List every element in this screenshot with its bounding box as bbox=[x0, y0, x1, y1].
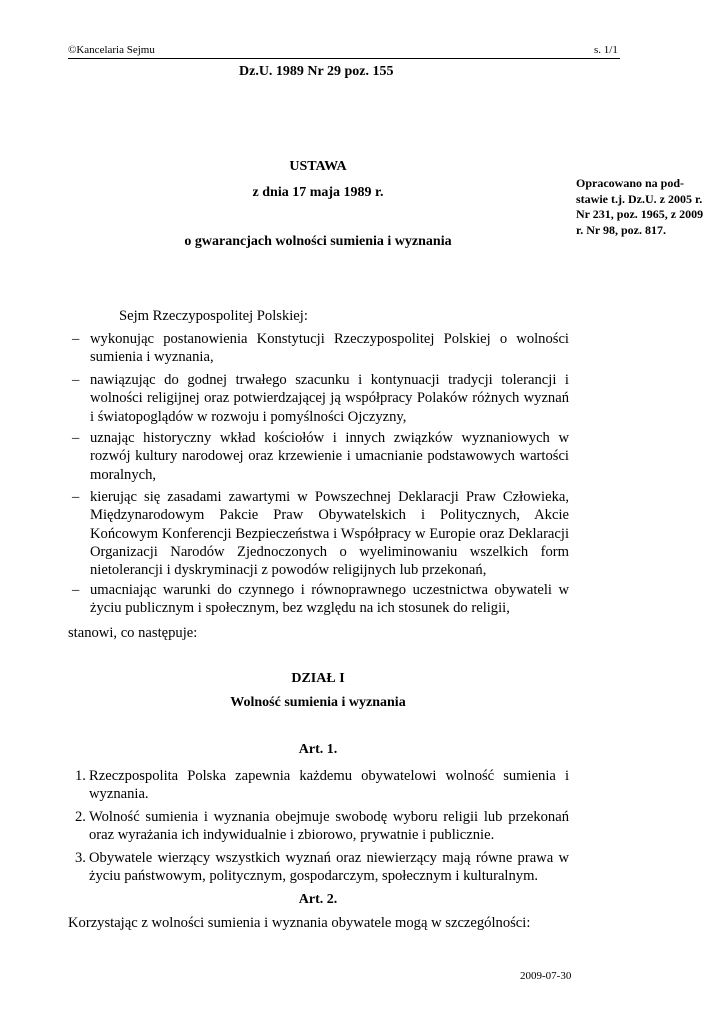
preamble-closing: stanowi, co następuje: bbox=[68, 625, 198, 641]
preamble-item bbox=[72, 581, 569, 618]
section-heading: DZIAŁ I bbox=[291, 671, 345, 686]
dash-marker: – bbox=[72, 372, 80, 388]
dash-marker: – bbox=[72, 331, 80, 347]
article-1-heading: Art. 1. bbox=[298, 742, 338, 757]
paragraph-text: Obywatele wierzący wszystkich wyznań oraz niewierzący mają równe prawa w życiu państwowym, politycznym, gospodarczym, społecznym i kulturalnym. bbox=[89, 850, 569, 885]
preamble-item bbox=[72, 488, 569, 579]
preamble-item-text: nawiązując do godnej trwałego szacunku i kontynuacji tradycji tolerancji i wolności religijnej oraz potwierdzającej ją współpracy Polaków różnych wyznań i światopoglądów w rozwoju i pomyślności Ojczyzny, bbox=[90, 372, 569, 425]
paragraph-number: 1. bbox=[75, 768, 86, 784]
preamble-item bbox=[72, 371, 569, 426]
preamble-item-text: uznając historyczny wkład kościołów i innych związków wyznaniowych w rozwój kultury narodowej oraz krzewienie i umacnianie podstawowych wartości moralnych, bbox=[90, 430, 569, 483]
dash-marker: – bbox=[72, 582, 80, 598]
act-subject: o gwarancjach wolności sumienia i wyznania bbox=[184, 234, 452, 249]
paragraph-number: 3. bbox=[75, 850, 86, 866]
preamble-intro: Sejm Rzeczypospolitej Polskiej: bbox=[119, 308, 308, 324]
consolidation-note: Opracowano na pod-stawie t.j. Dz.U. z 2005 r. Nr 231, poz. 1965, z 2009 r. Nr 98, poz. 817. bbox=[576, 176, 704, 237]
journal-reference: Dz.U. 1989 Nr 29 poz. 155 bbox=[239, 64, 394, 79]
paragraph-number: 2. bbox=[75, 809, 86, 825]
paragraph-text: Wolność sumienia i wyznania obejmuje swobodę wyboru religii lub przekonań oraz wyrażania ich indywidualnie i zbiorowo, prywatnie i publicznie. bbox=[89, 809, 569, 844]
header-page-number: s. 1/1 bbox=[594, 44, 618, 56]
article-1-paragraph bbox=[75, 767, 569, 804]
article-2-text: Korzystając z wolności sumienia i wyznania obywatele mogą w szczególności: bbox=[68, 915, 531, 931]
header-publisher: ©Kancelaria Sejmu bbox=[68, 44, 155, 56]
act-date: z dnia 17 maja 1989 r. bbox=[252, 185, 384, 200]
preamble-item-text: umacniając warunki do czynnego i równoprawnego uczestnictwa obywateli w życiu publicznym i społecznym, bez względu na ich stosunek do religii, bbox=[90, 582, 569, 617]
paragraph-text: Rzeczpospolita Polska zapewnia każdemu obywatelowi wolność sumienia i wyznania. bbox=[89, 768, 569, 803]
footer-date: 2009-07-30 bbox=[520, 970, 572, 982]
preamble-item bbox=[72, 429, 569, 484]
header-rule bbox=[68, 58, 620, 59]
dash-marker: – bbox=[72, 489, 80, 505]
preamble-item-text: wykonując postanowienia Konstytucji Rzeczypospolitej Polskiej o wolności sumienia i wyznania, bbox=[90, 331, 569, 366]
article-1-paragraph bbox=[75, 808, 569, 845]
article-2-heading: Art. 2. bbox=[298, 892, 338, 907]
act-type: USTAWA bbox=[289, 159, 347, 174]
dash-marker: – bbox=[72, 430, 80, 446]
article-1-paragraph bbox=[75, 849, 569, 886]
section-title: Wolność sumienia i wyznania bbox=[230, 695, 406, 710]
preamble-item-text: kierując się zasadami zawartymi w Powszechnej Deklaracji Praw Człowieka, Międzynarodowym Pakcie Praw Obywatelskich i Politycznych, Akcie Końcowym Konferencji Bezpieczeństwa i Współpracy w Europie oraz Deklaracji Organizacji Narodów Zjednoczonych o wyeliminowaniu wszelkich form nietolerancji i dyskryminacji z powodów religijnych lub przekonań, bbox=[90, 489, 569, 579]
preamble-item bbox=[72, 330, 569, 367]
